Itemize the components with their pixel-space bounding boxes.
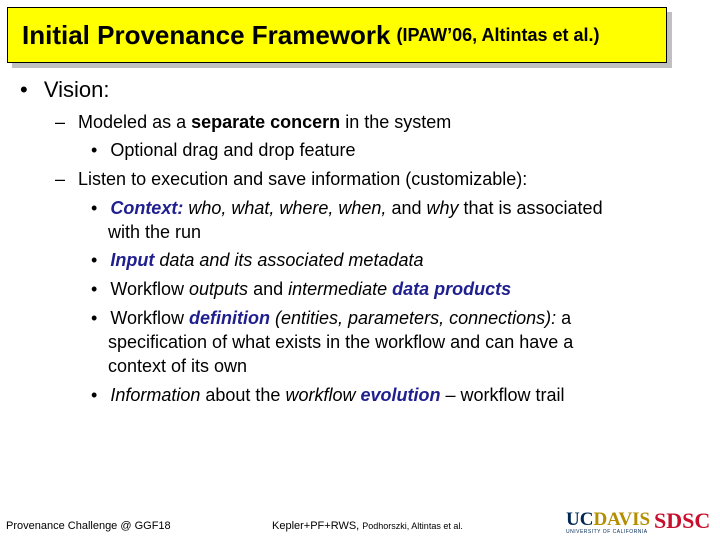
text: Workflow (110, 279, 190, 299)
text: Workflow (110, 308, 190, 328)
logo-university: UNIVERSITY OF CALIFORNIA (566, 529, 648, 535)
text-bold: separate concern (191, 112, 341, 132)
dash: – (55, 169, 66, 189)
footer-center-text: Kepler+PF+RWS, (272, 520, 363, 532)
bullet: • (91, 198, 98, 218)
footer-left: Provenance Challenge @ GGF18 (6, 520, 171, 532)
item-evolution (91, 384, 565, 406)
text: and (391, 198, 422, 218)
item-outputs (91, 278, 511, 300)
text: who, what, where, when, (183, 198, 392, 218)
item-definition-cont1 (108, 331, 573, 353)
slide-title-citation: (IPAW’06, Altintas et al.) (396, 24, 600, 45)
text: specification of what exists in the workflow and can have a (108, 332, 574, 352)
text: Modeled as a (78, 112, 192, 132)
text-definition: definition (189, 308, 270, 328)
text: intermediate (288, 279, 393, 299)
item-drag-drop (91, 139, 356, 161)
bullet: • (91, 308, 98, 328)
text: (entities, parameters, connections): (270, 308, 562, 328)
bullet: • (91, 250, 98, 270)
text: about the (200, 385, 286, 405)
text-context: Context: (110, 198, 184, 218)
item-context-cont (108, 221, 201, 243)
dash: – (55, 112, 66, 132)
vision-label: Vision: (43, 77, 110, 102)
vision-line (20, 79, 109, 101)
bullet: • (91, 385, 98, 405)
bullet: • (91, 140, 98, 160)
footer-center-authors: Podhorszki, Altintas et al. (362, 521, 463, 531)
bullet: • (91, 279, 98, 299)
ucdavis-logo (566, 510, 650, 535)
text-data-products: data products (392, 279, 512, 299)
footer-center (272, 520, 463, 532)
vision-bullet: • (20, 77, 28, 102)
text-evolution: evolution (360, 385, 441, 405)
item-context (91, 197, 603, 219)
logo-davis: DAVIS (593, 509, 651, 530)
text: outputs (189, 279, 249, 299)
sdsc-logo: SDSC (654, 508, 711, 533)
text: Optional drag and drop feature (110, 140, 356, 160)
text: with the run (108, 222, 202, 242)
logo-uc: UC (566, 509, 594, 530)
text: and (248, 279, 289, 299)
text: a (561, 308, 572, 328)
text: in the system (340, 112, 452, 132)
text: Information (110, 385, 201, 405)
item-separate-concern (55, 111, 451, 133)
text: data and its associated metadata (154, 250, 424, 270)
item-listen (55, 168, 527, 190)
text-input: Input (110, 250, 155, 270)
slide-title: Initial Provenance Framework (22, 19, 391, 50)
text: why (421, 198, 464, 218)
item-input (91, 249, 424, 271)
text: – workflow trail (440, 385, 565, 405)
text: workflow (285, 385, 356, 405)
text: context of its own (108, 356, 248, 376)
text: that is associated (463, 198, 603, 218)
title-box (7, 7, 667, 63)
item-definition (91, 307, 571, 329)
text: Listen to execution and save information (customizable): (78, 169, 528, 189)
item-definition-cont2 (108, 355, 247, 377)
